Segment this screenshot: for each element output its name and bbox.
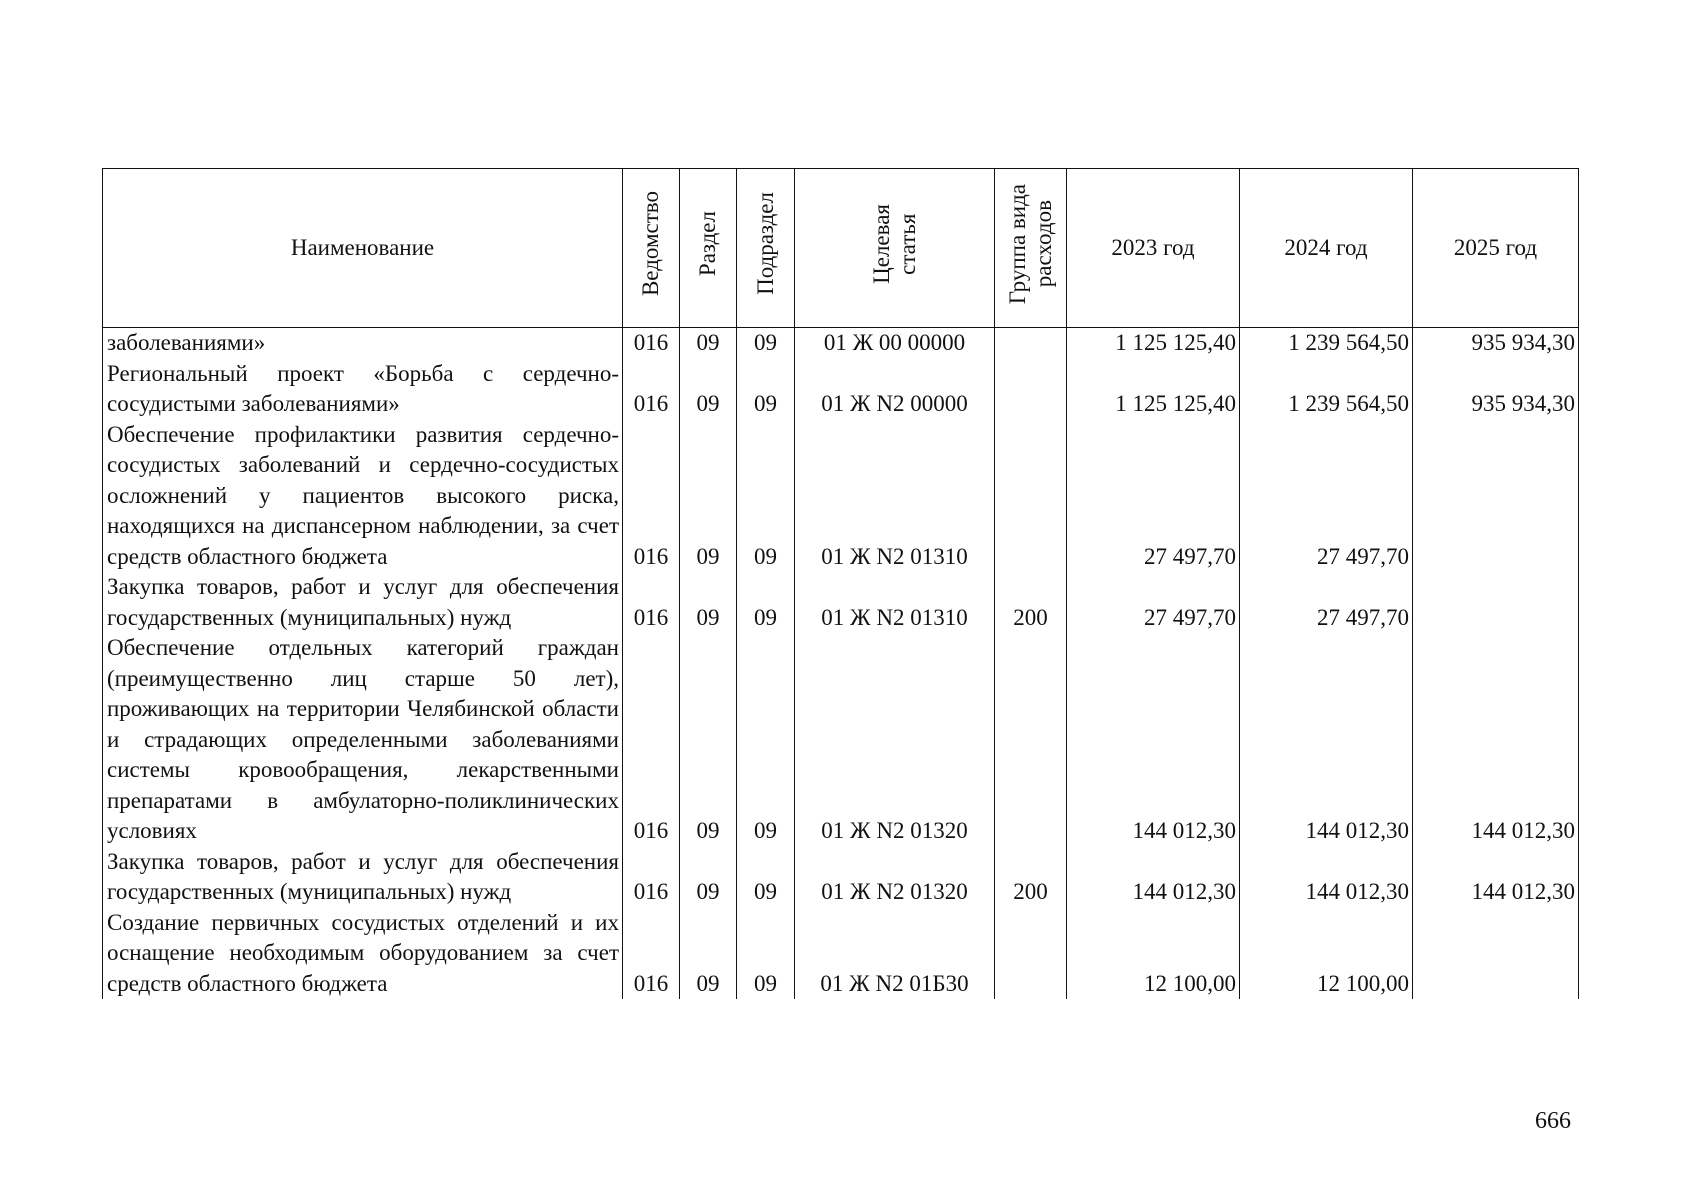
row-target: 01 Ж N2 01310 bbox=[795, 572, 995, 633]
row-2024: 12 100,00 bbox=[1240, 908, 1413, 1000]
row-2025: 144 012,30 bbox=[1413, 633, 1579, 847]
header-target: Целевая статья bbox=[795, 169, 995, 328]
row-vedomstvo: 016 bbox=[623, 420, 680, 573]
header-vedomstvo: Ведомство bbox=[623, 169, 680, 328]
row-podrazdel: 09 bbox=[737, 847, 795, 908]
row-2023: 144 012,30 bbox=[1067, 847, 1240, 908]
row-2024: 1 239 564,50 bbox=[1240, 328, 1413, 359]
table-row bbox=[103, 633, 1579, 847]
row-2025 bbox=[1413, 572, 1579, 633]
row-2023: 144 012,30 bbox=[1067, 633, 1240, 847]
row-razdel: 09 bbox=[680, 908, 737, 1000]
table-row bbox=[103, 359, 1579, 420]
row-2024: 144 012,30 bbox=[1240, 847, 1413, 908]
row-target: 01 Ж N2 01Б30 bbox=[795, 908, 995, 1000]
row-target: 01 Ж 00 00000 bbox=[795, 328, 995, 359]
header-row bbox=[103, 169, 1579, 328]
row-vedomstvo: 016 bbox=[623, 572, 680, 633]
row-2023: 27 497,70 bbox=[1067, 420, 1240, 573]
row-name: заболеваниями» bbox=[103, 328, 623, 359]
row-podrazdel: 09 bbox=[737, 359, 795, 420]
row-2025 bbox=[1413, 908, 1579, 1000]
row-2023: 27 497,70 bbox=[1067, 572, 1240, 633]
row-2025: 935 934,30 bbox=[1413, 359, 1579, 420]
row-razdel: 09 bbox=[680, 572, 737, 633]
row-name: Закупка товаров, работ и услуг для обеспечения государственных (муниципальных) нужд bbox=[103, 847, 623, 908]
row-2024: 1 239 564,50 bbox=[1240, 359, 1413, 420]
header-razdel: Раздел bbox=[680, 169, 737, 328]
header-podrazdel: Подраздел bbox=[737, 169, 795, 328]
row-target: 01 Ж N2 01320 bbox=[795, 847, 995, 908]
row-2025: 935 934,30 bbox=[1413, 328, 1579, 359]
row-name: Обеспечение профилактики развития сердечно-сосудистых заболеваний и сердечно-сосудистых осложнений у пациентов высокого риска, находящихся на диспансерном наблюдении, за счет средств областного бюджета bbox=[103, 420, 623, 573]
table-row bbox=[103, 908, 1579, 1000]
row-2023: 12 100,00 bbox=[1067, 908, 1240, 1000]
row-vedomstvo: 016 bbox=[623, 847, 680, 908]
row-target: 01 Ж N2 01310 bbox=[795, 420, 995, 573]
row-group bbox=[995, 359, 1067, 420]
row-2024: 27 497,70 bbox=[1240, 572, 1413, 633]
budget-table bbox=[102, 168, 1579, 999]
table-row bbox=[103, 572, 1579, 633]
row-vedomstvo: 016 bbox=[623, 908, 680, 1000]
row-vedomstvo: 016 bbox=[623, 359, 680, 420]
row-podrazdel: 09 bbox=[737, 572, 795, 633]
header-2023: 2023 год bbox=[1067, 169, 1240, 328]
row-2024: 144 012,30 bbox=[1240, 633, 1413, 847]
row-group bbox=[995, 328, 1067, 359]
row-2023: 1 125 125,40 bbox=[1067, 359, 1240, 420]
header-name: Наименование bbox=[103, 169, 623, 328]
row-target: 01 Ж N2 00000 bbox=[795, 359, 995, 420]
row-podrazdel: 09 bbox=[737, 420, 795, 573]
header-2025: 2025 год bbox=[1413, 169, 1579, 328]
row-podrazdel: 09 bbox=[737, 633, 795, 847]
row-2025: 144 012,30 bbox=[1413, 847, 1579, 908]
row-name: Создание первичных сосудистых отделений и их оснащение необходимым оборудованием за счет средств областного бюджета bbox=[103, 908, 623, 1000]
row-razdel: 09 bbox=[680, 847, 737, 908]
row-vedomstvo: 016 bbox=[623, 328, 680, 359]
row-group: 200 bbox=[995, 572, 1067, 633]
row-target: 01 Ж N2 01320 bbox=[795, 633, 995, 847]
row-2024: 27 497,70 bbox=[1240, 420, 1413, 573]
table-row bbox=[103, 328, 1579, 359]
row-razdel: 09 bbox=[680, 328, 737, 359]
row-vedomstvo: 016 bbox=[623, 633, 680, 847]
row-name: Региональный проект «Борьба с сердечно-сосудистыми заболеваниями» bbox=[103, 359, 623, 420]
row-razdel: 09 bbox=[680, 633, 737, 847]
row-2025 bbox=[1413, 420, 1579, 573]
row-group bbox=[995, 908, 1067, 1000]
header-2024: 2024 год bbox=[1240, 169, 1413, 328]
row-razdel: 09 bbox=[680, 359, 737, 420]
row-group: 200 bbox=[995, 847, 1067, 908]
header-group: Группа вида расходов bbox=[995, 169, 1067, 328]
row-2023: 1 125 125,40 bbox=[1067, 328, 1240, 359]
page-number: 666 bbox=[1535, 1108, 1571, 1134]
row-razdel: 09 bbox=[680, 420, 737, 573]
table-row bbox=[103, 420, 1579, 573]
row-name: Обеспечение отдельных категорий граждан (преимущественно лиц старше 50 лет), проживающих на территории Челябинской области и страдающих определенными заболеваниями системы кровообращения, лекарственными препаратами в амбулаторно-поликлинических условиях bbox=[103, 633, 623, 847]
row-group bbox=[995, 633, 1067, 847]
row-podrazdel: 09 bbox=[737, 328, 795, 359]
row-group bbox=[995, 420, 1067, 573]
table-row bbox=[103, 847, 1579, 908]
row-podrazdel: 09 bbox=[737, 908, 795, 1000]
row-name: Закупка товаров, работ и услуг для обеспечения государственных (муниципальных) нужд bbox=[103, 572, 623, 633]
